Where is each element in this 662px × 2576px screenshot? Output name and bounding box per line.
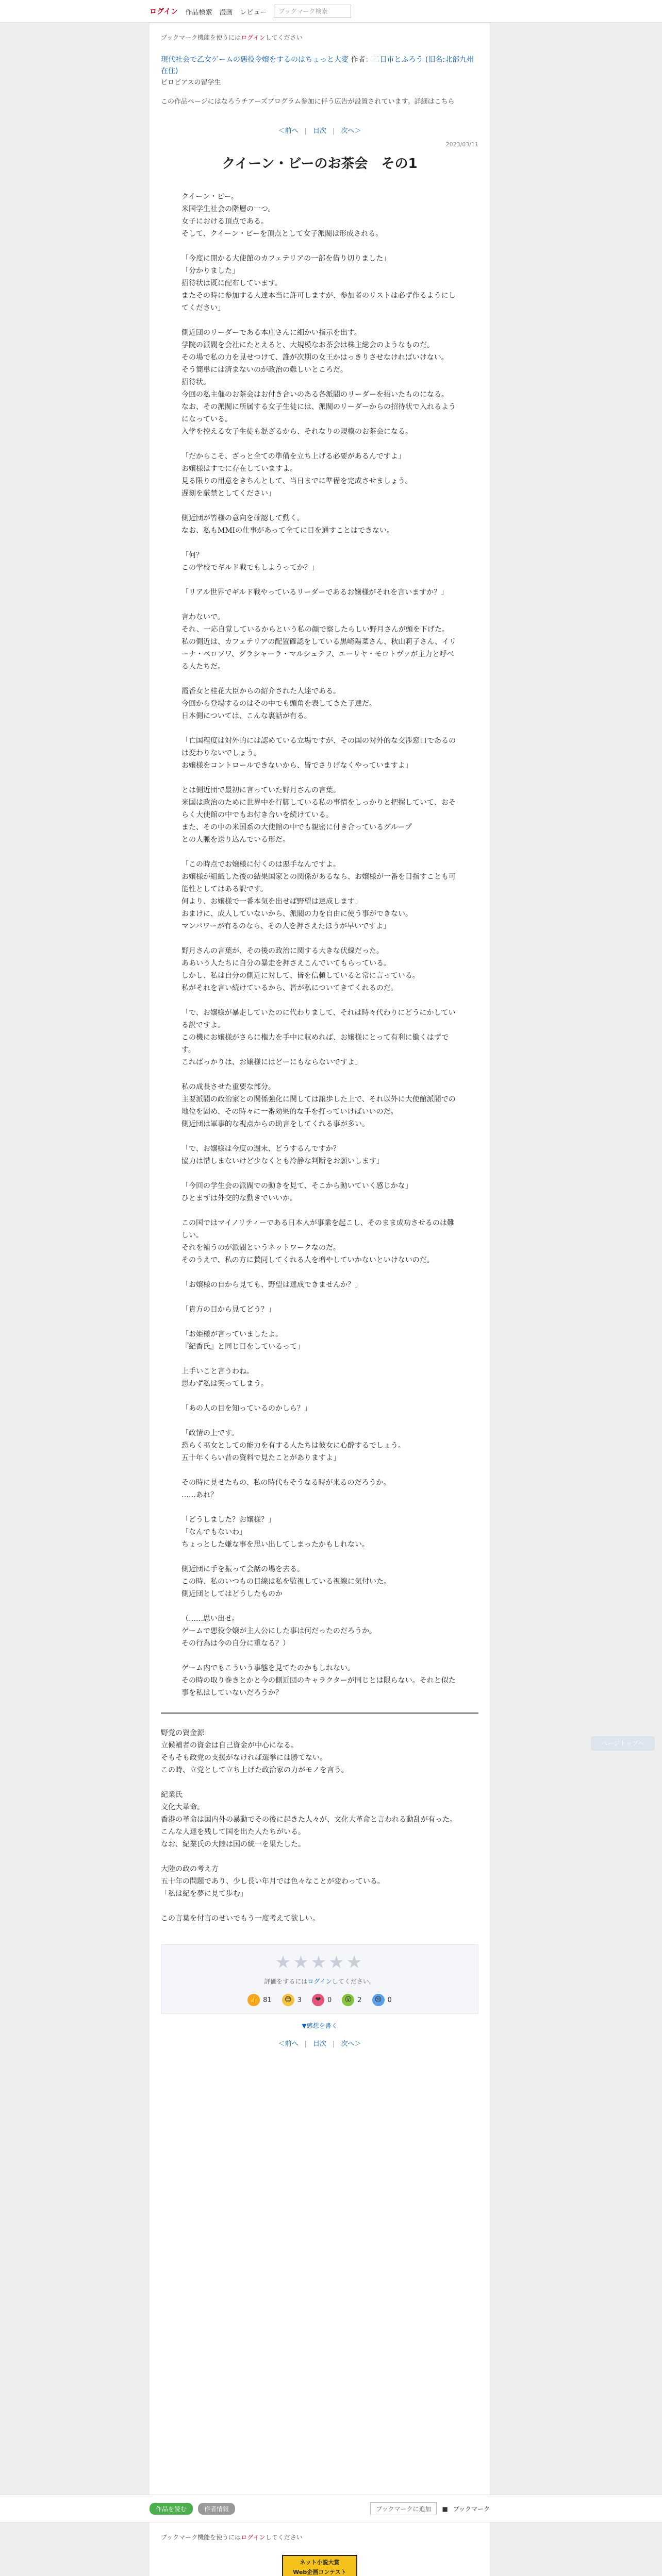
body-paragraph: 今回の私主催のお茶会はお付き合いのある各派閥のリーダーを招いたものになる。 [181, 391, 449, 399]
body-paragraph [181, 1600, 458, 1613]
body-paragraph: 私の成長させた重要な部分。 [181, 1083, 275, 1091]
body-paragraph: 見る限りの用意をきちんとして、当日までに準備を完成させましょう。 [181, 477, 412, 485]
note-line: 大陸の政の考え方 [161, 1865, 219, 1873]
note-line: 野党の資金源 [161, 1729, 204, 1737]
body-paragraph: ゲームで悪役令嬢が主人公にした事は何だったのだろうか。 [181, 1627, 376, 1635]
reaction-button[interactable] [372, 1994, 392, 2006]
reaction-button[interactable] [312, 1994, 332, 2006]
pager-sep: | [304, 127, 307, 135]
body-paragraph: また、その中の米国系の大使館の中でも親密に付き合っているグループ [181, 823, 412, 832]
action-band [0, 2495, 662, 2522]
body-paragraph: クイーン・ビー。 [181, 193, 238, 201]
main-content [150, 23, 490, 2496]
body-paragraph: それを補うのが派閥というネットワークなのだ。 [181, 1244, 340, 1252]
body-paragraph: 「何？ [181, 551, 203, 560]
reaction-button[interactable] [342, 1994, 361, 2006]
pager-sep: | [333, 2040, 335, 2048]
body-paragraph [181, 1353, 458, 1365]
body-paragraph: そのうえで、私の方に賛同してくれる人を増やしていかないといけないのだ。 [181, 1256, 434, 1264]
reaction-button[interactable] [247, 1994, 272, 2006]
rating-login-link[interactable]: ログイン [307, 1978, 332, 1985]
body-paragraph: お嬢様はすでに存在していますよ。 [181, 465, 297, 473]
note-line: 五十年の問題であり、少し長い年月では色々なことが変わっている。 [161, 1877, 385, 1886]
lower-content [150, 2522, 490, 2576]
body-paragraph: それ、一応自覚しているからという私の顔で察したらしい野月さんが頭を下げた。 [181, 625, 449, 634]
body-paragraph: ひとまずは外交的な動きでいいか。 [181, 1194, 297, 1202]
bookmark-icon[interactable]: ■ [442, 2505, 448, 2513]
body-paragraph [181, 438, 458, 450]
add-bookmark-button[interactable]: ブックマークに追加 [370, 2502, 437, 2515]
body-paragraph: 言わないで。 [181, 613, 225, 621]
reaction-icon: 👍 [247, 1994, 260, 2006]
pager-top [161, 125, 478, 135]
notes-section [161, 1713, 478, 1925]
body-paragraph: そして、クイーン・ビーを頂点として女子派閥は形成される。 [181, 230, 383, 238]
rating-box [161, 1944, 478, 2014]
chapter-title: クイーン・ビーのお茶会 その1 [222, 156, 418, 172]
toc-link[interactable]: 目次 [312, 127, 326, 135]
prev-link[interactable]: ＜前へ [278, 127, 299, 135]
note-line: こんな人達を残して国を出た人たちがいる。 [161, 1828, 305, 1836]
body-paragraph: その場で私の力を見せつけて、誰が次期の女王かはっきりさせなければいけない。 [181, 353, 449, 362]
top-nav-bar [0, 0, 662, 23]
next-link[interactable]: 次へ＞ [341, 127, 361, 135]
next-link[interactable]: 次へ＞ [341, 2040, 361, 2048]
body-paragraph: 米国学生社会の階層の一つ。 [181, 205, 275, 213]
body-paragraph: 「今回の学生会の派閥での動きを見て、そこから動いていく感じかな」 [181, 1182, 412, 1190]
work-title-link[interactable]: 現代社会で乙女ゲームの悪役令嬢をするのはちょっと大変 [161, 56, 349, 64]
action-band-inner [150, 2502, 490, 2515]
body-paragraph: との人脈を送り込んでいる形だ。 [181, 836, 290, 844]
body-paragraph [181, 722, 458, 735]
body-paragraph [181, 1266, 458, 1279]
reaction-button[interactable] [282, 1994, 302, 2006]
reaction-icon: ❤ [312, 1994, 324, 2006]
body-paragraph [181, 933, 458, 945]
body-paragraph: 「だからこそ、ざっと全ての準備を立ち上げる必要があるんですよ」 [181, 452, 405, 461]
rating-note [169, 1977, 471, 1986]
body-paragraph: 今回から登場するのはその中でも頭角を表してきた子達だ。 [181, 700, 376, 708]
body-paragraph: 遅刻を厳禁としてください」 [181, 489, 275, 498]
note-line: 紀業氏 [161, 1791, 183, 1799]
note-line: この時、立党として立ち上げた政治家の力がモノを言う。 [161, 1766, 349, 1774]
bookmark-note-login-link[interactable]: ログイン [241, 34, 266, 41]
body-paragraph: 招待状は既に配布しています。 [181, 279, 282, 287]
read-work-button[interactable]: 作品を読む [150, 2503, 193, 2515]
body-paragraph [181, 673, 458, 685]
author-link[interactable]: 二日市とふろう (旧名:北部九州在住) [161, 56, 474, 75]
work-description: この作品ページにはなろうチアーズプログラム参加に伴う広告が設置されています。詳細はこちら [161, 98, 455, 106]
note-line [161, 1851, 478, 1863]
rating-note-suffix: してください。 [332, 1978, 375, 1985]
body-paragraph: 「貴方の目から見てどう？」 [181, 1306, 275, 1314]
body-paragraph: この学校でギルド戦でもしようってか？」 [181, 564, 319, 572]
contest-banner[interactable] [282, 2555, 357, 2576]
body-paragraph: 「お嬢様の自から見ても、野望は達成できませんか？」 [181, 1281, 362, 1289]
reaction-count: 3 [297, 1996, 302, 2004]
nav-review[interactable]: レビュー [240, 8, 267, 16]
body-paragraph: そう簡単には済まないのが政治の難しいところだ。 [181, 366, 347, 374]
post-date: 2023/03/11 [445, 141, 478, 148]
pager-sep: | [333, 127, 335, 135]
author-notes [161, 1727, 478, 1925]
body-paragraph: ああいう人たちに自分の暴走を押さえこんでいてもらっている。 [181, 959, 391, 968]
body-paragraph: この時、私のいつもの目線は私を監視している視線に気付いた。 [181, 1578, 391, 1586]
body-paragraph: その時の取り巻きとかと今の側近団のキャラクターが同じとは限らない。それと似た事を私はしていないだろうか？ [181, 1676, 456, 1697]
body-paragraph: こればっかりは、お嬢様にはどーにもならないですよ」 [181, 1058, 362, 1066]
body-paragraph: 主要派閥の政治家との関係強化に関しては譲歩した上で、それ以外に大使館派閥での地位を固め、その時々に一番効果的な手を打っていけばいいのだ。 [181, 1095, 456, 1116]
reaction-count: 0 [387, 1996, 392, 2004]
note-line [161, 1900, 478, 1912]
body-paragraph: しかし、私は自分の側近に対して、皆を信頼していると常に言っている。 [181, 972, 420, 980]
body-paragraph: （……思い出せ。 [181, 1615, 239, 1623]
body-paragraph [181, 994, 458, 1007]
reaction-count: 0 [327, 1996, 332, 2004]
body-paragraph: 入学を控える女子生徒も混ざるから、それなりの規模のお茶会になる。 [181, 428, 412, 436]
reaction-row [169, 1994, 471, 2006]
body-paragraph [181, 1551, 458, 1563]
note-line: この言葉を付言のせいでもう一度考えて欲しい。 [161, 1914, 320, 1923]
note-line: 香港の革命は国内外の暴動でその後に起きた人々が、文化大革命と言われる動乱が有った。 [161, 1816, 457, 1824]
reaction-icon: 😮 [342, 1994, 354, 2006]
body-paragraph: 「分かりました」 [181, 267, 239, 275]
body-paragraph [181, 500, 458, 512]
body-paragraph: 「で、お嬢様は今度の週末、どうするんですか？ [181, 1145, 340, 1153]
body-paragraph [181, 1464, 458, 1477]
notes-divider [161, 1713, 478, 1714]
band-right [370, 2502, 490, 2515]
body-paragraph: この国ではマイノリティーである日本人が事業を起こし、そのまま成功させるのは難しい。 [181, 1219, 454, 1240]
banner-line-1: ネット小説大賞 [300, 2559, 340, 2566]
body-paragraph: 「あの人の目を知っているのかしら？」 [181, 1404, 311, 1413]
body-paragraph: 五十年くらい昔の資料で見たことがありますよ」 [181, 1454, 340, 1462]
body-paragraph: ゲーム内でもこういう事態を見てたのかもしれない。 [181, 1664, 355, 1672]
body-paragraph: 上手いこと言うわね。 [181, 1367, 254, 1376]
note-line [161, 1776, 478, 1789]
reaction-count: 2 [357, 1996, 362, 2004]
body-paragraph: 招待状。 [181, 378, 210, 386]
body-paragraph: 「なんでもないわ」 [181, 1528, 246, 1536]
note-line: そもそも政党の支援がなければ選挙には勝てない。 [161, 1754, 327, 1762]
body-paragraph: 恐らく巫女としての能力を有する人たちは彼女に心酔するでしょう。 [181, 1442, 405, 1450]
body-paragraph: 野月さんの言葉が、その後の政治に関する大きな伏線だった。 [181, 947, 384, 955]
bottom-note-login-link[interactable]: ログイン [241, 2534, 266, 2541]
body-paragraph: 女子における頂点である。 [181, 217, 268, 226]
nav-manga[interactable]: 漫画 [219, 8, 233, 16]
body-paragraph: 「お姫様が言っていましたよ。 [181, 1330, 283, 1338]
body-paragraph [181, 846, 458, 858]
body-paragraph: 側近団に手を振って会話の場を去る。 [181, 1565, 304, 1573]
author-label: 作者： [351, 56, 373, 64]
bottom-note-suffix: してください [265, 2534, 303, 2541]
body-paragraph [181, 1205, 458, 1217]
body-paragraph: 側近団は軍事的な視点からの助言をしてくれる事が多い。 [181, 1120, 369, 1128]
body-paragraph: ちょっとした嫌な事を思い出してしまったかもしれない。 [181, 1540, 369, 1549]
body-paragraph: 「政情の上です。 [181, 1429, 239, 1437]
body-paragraph: 側近団としてはどうしたものか [181, 1590, 283, 1598]
note-line: 文化大革命。 [161, 1803, 204, 1811]
bookmark-note-suffix: してください [265, 34, 303, 41]
bottom-note-prefix: ブックマーク機能を使うには [161, 2534, 241, 2541]
body-paragraph: その行為は今の自分に重なる？） [181, 1639, 290, 1648]
body-paragraph: 霞香女と桂花大臣からの紹介された人達である。 [181, 687, 340, 696]
body-paragraph [181, 1501, 458, 1514]
prev-link[interactable]: ＜前へ [278, 2040, 299, 2048]
page-top-button[interactable]: ページトップへ [591, 1736, 655, 1751]
body-paragraph: お嬢様をコントロールできないから、皆でさりげなくやっていますよ」 [181, 761, 412, 770]
body-paragraph [181, 1415, 458, 1427]
rating-stars[interactable]: ★★★★★ [275, 1952, 365, 1973]
nav-search[interactable]: 作品検索 [185, 8, 212, 16]
body-paragraph [181, 1390, 458, 1402]
body-paragraph [181, 240, 458, 252]
bottom-bookmark-note [161, 2533, 478, 2541]
body-paragraph: 側近団のリーダーである本庄さんに細かい指示を出す。 [181, 329, 361, 337]
note-line: 「私は紀を夢に見て歩む」 [161, 1890, 247, 1898]
body-paragraph: 「今度に開かる大使館のカフェテリアの一部を借り切りました」 [181, 255, 391, 263]
reaction-icon: 😢 [372, 1994, 385, 2006]
body-paragraph: 協力は惜しまないけど少なくとも冷静な判断をお願いします」 [181, 1157, 384, 1165]
body-paragraph: マンパワーが有るのなら、その人を押さえたほうが早いですよ」 [181, 922, 391, 930]
body-paragraph: 日本側については、こんな裏話が有る。 [181, 712, 311, 720]
body-paragraph: 「この時点でお嬢様に付くのは悪手なんですよ。 [181, 860, 340, 869]
body-paragraph: 『紀香氏』と同じ目をしているって」 [181, 1343, 304, 1351]
login-link[interactable]: ログイン [150, 8, 178, 16]
reaction-icon: 😊 [282, 1994, 294, 2006]
body-paragraph [181, 772, 458, 784]
body-paragraph [181, 1291, 458, 1303]
body-paragraph: ……あれ？ [181, 1491, 218, 1499]
author-info-button[interactable]: 作者情報 [198, 2503, 235, 2515]
body-paragraph: またその時に参加する人達本当に許可しますが、参加者のリストは必ず作るようにしてください」 [181, 292, 456, 312]
body-paragraph: 何より、お嬢様で一番本気を出せば野望は達成します」 [181, 897, 362, 906]
body-paragraph: なお、その派閥に所属する女子生徒には、派閥のリーダーからの招待状で入れるようになっている。 [181, 403, 456, 423]
body-paragraph: 米国は政治のために世界中を行脚している私の事情をしっかりと把握していて、おそらく大使館の中でもお付き合いを続けている。 [181, 799, 456, 819]
body-paragraph [181, 599, 458, 611]
bookmark-note-prefix: ブックマーク機能を使うには [161, 34, 241, 41]
body-paragraph [181, 1130, 458, 1143]
top-nav-inner [150, 4, 490, 19]
body-paragraph: この機にお嬢様がさらに権力を手中に収めれば、お嬢様にとって有利に働くはずです。 [181, 1033, 449, 1054]
body-paragraph: その時に見せたもの、私の時代もそうなる時が来るのだろうか。 [181, 1479, 391, 1487]
bookmark-note [161, 33, 478, 42]
body-paragraph: 私がそれを言い続けているから、皆が私についてきてくれるのだ。 [181, 984, 398, 992]
reaction-count: 81 [263, 1996, 272, 2004]
body-paragraph: 「亡国程度は対外的には認めている立場ですが、その国の対外的な交渉窓口であるのは変わりないでしょう。 [181, 737, 456, 757]
bookmark-label[interactable]: ブックマーク [453, 2505, 490, 2513]
toc-link[interactable]: 目次 [312, 2040, 326, 2048]
body-paragraph: とは側近団で最初に言っていた野月さんの言葉。 [181, 786, 340, 794]
body-paragraph: 学院の派閥を会社にたとえると、大規模なお茶会は株主総会のようなものだ。 [181, 341, 434, 349]
note-line: 立候補者の資金は自己資金が中心になる。 [161, 1741, 298, 1750]
body-paragraph: 「で、お嬢様が暴走していたのに代わりまして、それは時々代わりにどうにかしている訳ですよ。 [181, 1009, 456, 1029]
pager-sep: | [304, 2040, 307, 2048]
body-paragraph: お嬢様が組織した後の結果国家との関係があるなら、お嬢様が一番を目指すことも可能性としてはある訳です。 [181, 873, 456, 893]
body-paragraph [181, 1167, 458, 1180]
work-title-line [161, 54, 478, 77]
body-paragraph: 側近団が皆様の意向を確認して動く。 [181, 514, 304, 522]
body-paragraph: おまけに、成人していないから、派閥の力を自由に使う事ができない。 [181, 910, 412, 918]
body-paragraph [181, 537, 458, 549]
banner-line-2: Web企画コンテスト [293, 2569, 346, 2575]
body-paragraph: なお、私もMMIの仕事があって全てに目を通すことはできない。 [181, 527, 394, 535]
body-paragraph [181, 314, 458, 327]
body-paragraph: 「どうしました？お嬢様？」 [181, 1516, 275, 1524]
body-paragraph: 思わず私は笑ってしまう。 [181, 1380, 268, 1388]
body-paragraph: 私の側近は、カフェテリアの配置確認をしている黒崎陽菜さん、秋山莉子さん、イリーナ・ベロソワ、グラシャーラ・マルシュテフ、エーリヤ・モロトヴァが主力と呼べる人たちだ。 [181, 638, 456, 671]
pager-bottom [161, 2038, 478, 2048]
chapter-body [181, 191, 458, 1699]
body-paragraph [181, 1650, 458, 1662]
work-subtitle: ピロビアスの留学生 [161, 79, 221, 87]
bookmark-search-input[interactable]: ブックマーク検索 [274, 5, 351, 18]
body-paragraph [181, 574, 458, 586]
note-line: なお、紀業氏の大陸は国の統一を果たした。 [161, 1840, 305, 1849]
rating-note-prefix: 評価をするには [264, 1978, 308, 1985]
body-paragraph [181, 1069, 458, 1081]
body-paragraph: 「リアル世界でギルド戦やっているリーダーであるお嬢様がそれを言いますか？」 [181, 588, 449, 597]
body-paragraph [181, 1316, 458, 1328]
write-review-link[interactable]: ▼感想を書く [302, 2022, 338, 2029]
